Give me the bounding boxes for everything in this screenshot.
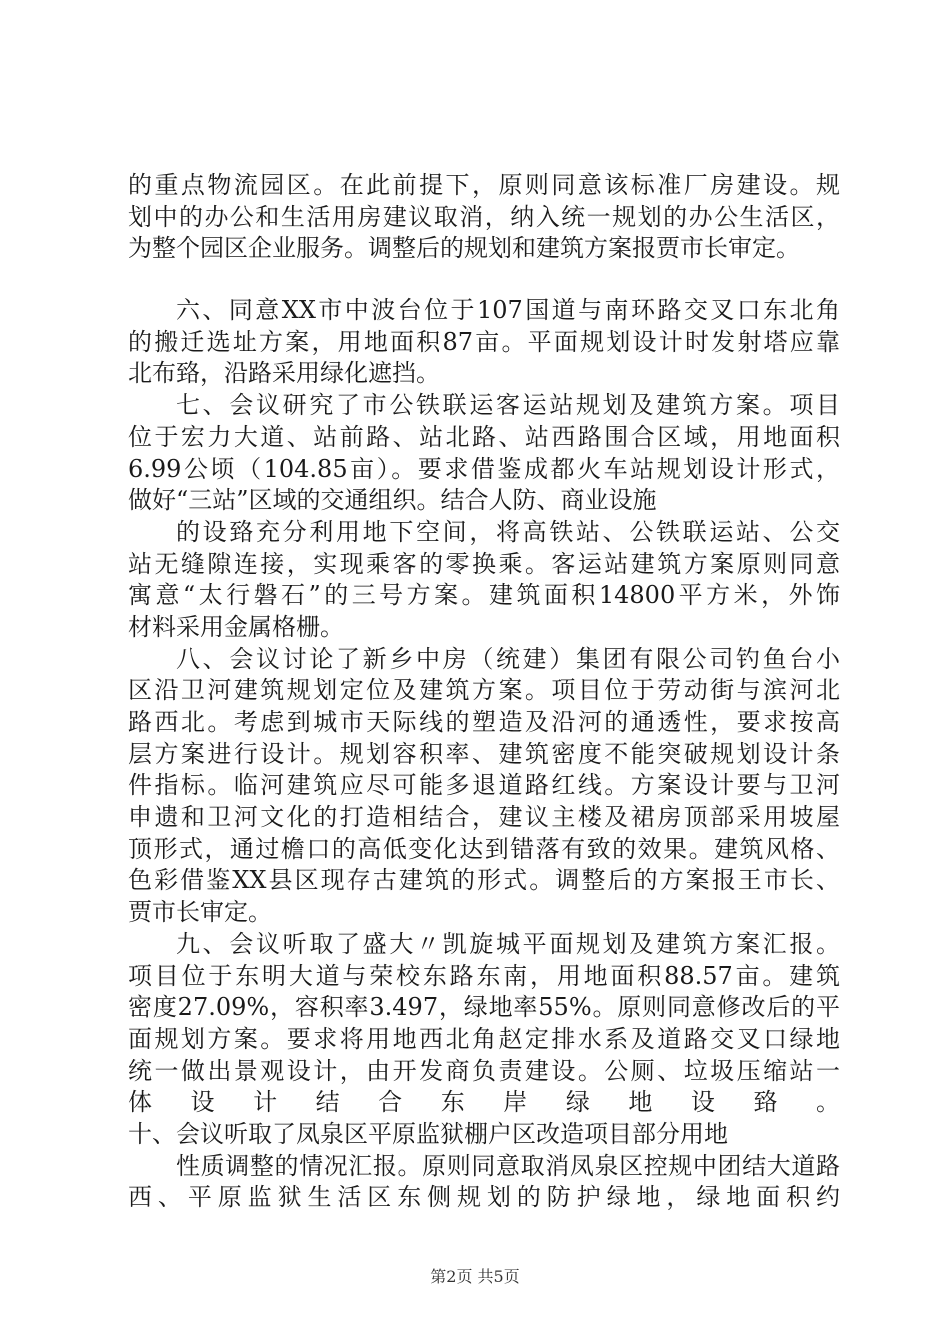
text-line: 七、会议研究了市公铁联运客运站规划及建筑方案。项目: [176, 391, 840, 420]
text-line: 六、同意XX市中波台位于107国道与南环路交叉口东北角: [176, 296, 840, 325]
text-line: 项目位于东明大道与荣校东路东南，用地面积88.57亩。建筑: [128, 961, 840, 990]
text-line: 贾市长审定。: [128, 898, 272, 927]
text-line: 北布臵，沿路采用绿化遮挡。: [128, 359, 440, 388]
text-line: 划中的办公和生活用房建议取消，纳入统一规划的办公生活区，: [128, 202, 840, 231]
text-line: [128, 1214, 840, 1246]
text-line: 为整个园区企业服务。调整后的规划和建筑方案报贾市长审定。: [128, 234, 800, 263]
text-line: 密度27.09%，容积率3.497，绿地率55%。原则同意修改后的平: [128, 993, 840, 1022]
text-line: 件指标。临河建筑应尽可能多退道路红线。方案设计要与卫河: [128, 771, 840, 800]
text-line: 的设臵充分利用地下空间，将高铁站、公铁联运站、公交: [176, 517, 840, 546]
text-line: 6.99公顷（104.85亩）。要求借鉴成都火车站规划设计形式，: [128, 454, 840, 483]
text-line: 色彩借鉴XX县区现存古建筑的形式。调整后的方案报王市长、: [128, 866, 840, 895]
text-line: 的重点物流园区。在此前提下，原则同意该标准厂房建设。规: [128, 171, 840, 199]
text-line: 十、会议听取了凤泉区平原监狱棚户区改造项目部分用地: [128, 1119, 728, 1148]
text-line: 顶形式，通过檐口的高低变化达到错落有致的效果。建筑风格、: [128, 834, 840, 863]
text-line: 层方案进行设计。规划容积率、建筑密度不能突破规划设计条: [128, 739, 840, 768]
text-line: 的搬迁选址方案，用地面积87亩。平面规划设计时发射塔应靠: [128, 327, 840, 356]
text-line: 性质调整的情况汇报。原则同意取消凤泉区控规中团结大道路: [176, 1151, 840, 1180]
text-line: 体设计结合东岸绿地设臵。: [128, 1088, 840, 1117]
text-line: 九、会议听取了盛大〃凯旋城平面规划及建筑方案汇报。: [176, 929, 840, 958]
text-line: 做好“三站”区域的交通组织。结合人防、商业设施: [128, 486, 657, 515]
text-line: 路西北。考虑到城市天际线的塑造及沿河的通透性，要求按高: [128, 708, 840, 736]
paragraph-gap: [128, 265, 840, 295]
text-line: 位于宏力大道、站前路、站北路、站西路围合区域，用地面积: [128, 422, 840, 451]
text-line: 西、平原监狱生活区东侧规划的防护绿地，绿地面积约: [128, 1183, 840, 1212]
text-line: 区沿卫河建筑规划定位及建筑方案。项目位于劳动街与滨河北: [128, 676, 840, 705]
page-number-footer: 第2页 共5页: [430, 1267, 520, 1286]
text-line: 申遗和卫河文化的打造相结合，建议主楼及裙房顶部采用坡屋: [128, 803, 840, 832]
text-line: 统一做出景观设计，由开发商负责建设。公厕、垃圾压缩站一: [128, 1056, 840, 1085]
text-line: 八、会议讨论了新乡中房（统建）集团有限公司钓鱼台小: [176, 644, 840, 673]
text-line: 寓意“太行磐石”的三号方案。建筑面积14800平方米，外饰: [128, 581, 840, 610]
text-line: 面规划方案。要求将用地西北角赵定排水系及道路交叉口绿地: [128, 1024, 840, 1053]
text-line: 材料采用金属格栅。: [128, 612, 344, 641]
text-line: 站无缝隙连接，实现乘客的零换乘。客运站建筑方案原则同意: [128, 549, 840, 578]
document-body: [128, 170, 840, 1246]
